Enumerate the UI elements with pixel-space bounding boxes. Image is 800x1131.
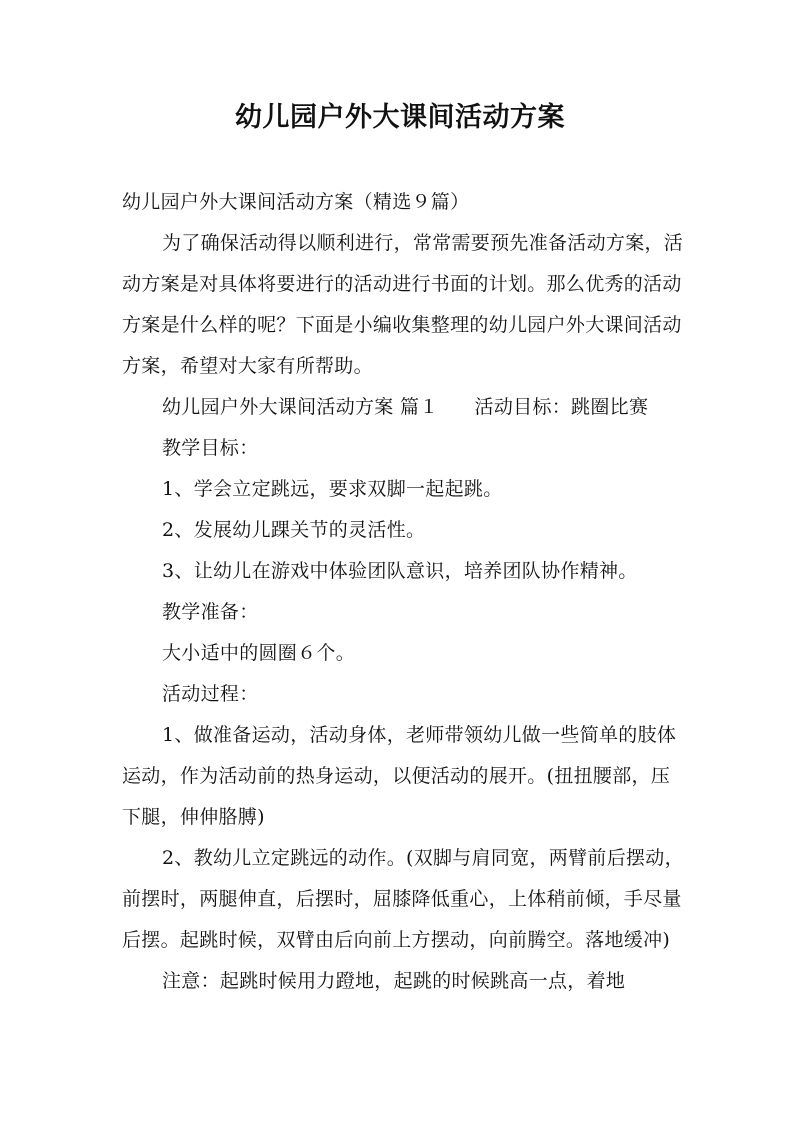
process-step-2: 2、教幼儿立定跳远的动作。(双脚与肩同宽，两臂前后摆动，前摆时，两腿伸直，后摆时，屈膝降低重心，上体稍前倾，手尽量后摆。起跳时候，双臂由后向前上方摆动，向前腾空。落地缓冲) (122, 847, 684, 951)
intro-paragraph: 为了确保活动得以顺利进行，常常需要预先准备活动方案，活动方案是对具体将要进行的活动进行书面的计划。那么优秀的活动方案是什么样的呢？下面是小编收集整理的幼儿园户外大课间活动方案，希望对大家有所帮助。 (122, 232, 684, 377)
note-paragraph: 注意：起跳时候用力蹬地，起跳的时候跳高一点，着地 (162, 970, 626, 992)
teaching-goal-label: 教学目标： (162, 437, 259, 459)
prep-item: 大小适中的圆圈６个。 (162, 642, 356, 664)
process-step-1: 1、做准备运动，活动身体，老师带领幼儿做一些简单的肢体运动，作为活动前的热身运动，以便活动的展开。(扭扭腰部，压下腿，伸伸胳膊) (122, 724, 677, 828)
process-label: 活动过程： (162, 683, 259, 705)
goal-item-1: 1、学会立定跳远，要求双脚一起起跳。 (162, 478, 503, 500)
goal-item-3: 3、让幼儿在游戏中体验团队意识，培养团队协作精神。 (162, 560, 638, 582)
document-subtitle: 幼儿园户外大课间活动方案（精选９篇） (122, 191, 470, 213)
document-body (122, 182, 684, 1002)
prep-label: 教学准备： (162, 601, 259, 623)
activity-goal: 活动目标：跳圈比赛 (474, 396, 649, 418)
section-heading: 幼儿园户外大课间活动方案 篇１ (162, 396, 439, 418)
goal-item-2: 2、发展幼儿踝关节的灵活性。 (162, 519, 426, 541)
section-heading-line (122, 387, 684, 428)
document-title: 幼儿园户外大课间活动方案 (235, 102, 565, 133)
